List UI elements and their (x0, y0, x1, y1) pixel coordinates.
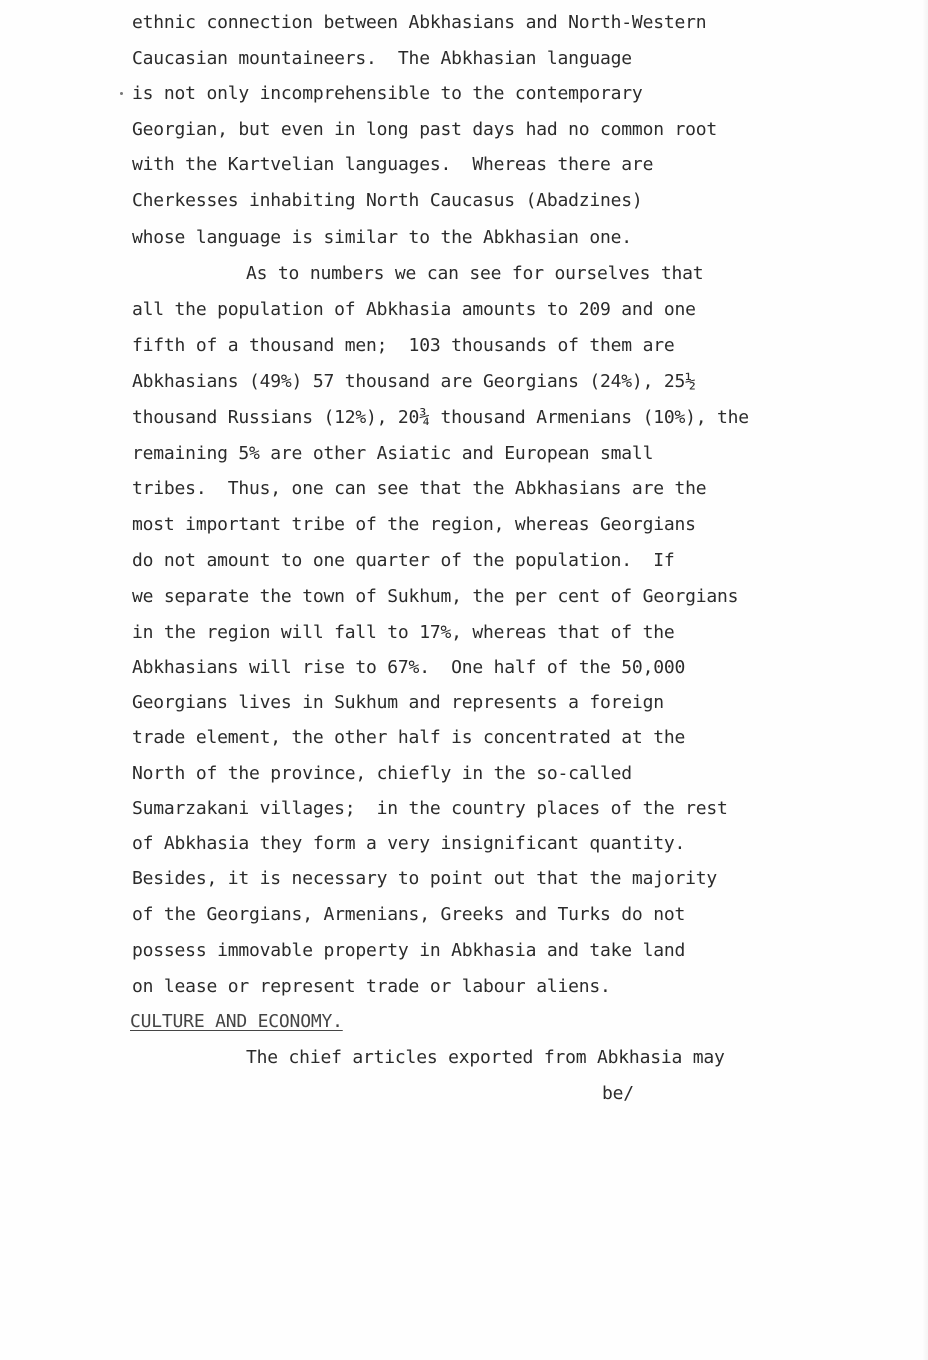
text-line: possess immovable property in Abkhasia and take land (132, 940, 686, 961)
text-line: North of the province, chiefly in the so-called (132, 763, 632, 784)
text-line: ethnic connection between Abkhasians and North-Western (132, 12, 707, 33)
text-line: tribes. Thus, one can see that the Abkhasians are the (132, 478, 707, 499)
paragraph-start-line: As to numbers we can see for ourselves that (246, 263, 704, 284)
text-line: Caucasian mountaineers. The Abkhasian language (132, 48, 632, 69)
text-line: on lease or represent trade or labour aliens. (132, 976, 611, 997)
text-line: thousand Russians (12%), 20¾ thousand Armenians (10%), the (132, 407, 749, 428)
text-line: trade element, the other half is concentrated at the (132, 727, 686, 748)
text-line: of the Georgians, Armenians, Greeks and Turks do not (132, 904, 686, 925)
catchword: be/ (602, 1083, 634, 1104)
text-line: we separate the town of Sukhum, the per cent of Georgians (132, 586, 739, 607)
text-line: whose language is similar to the Abkhasian one. (132, 227, 632, 248)
text-line: in the region will fall to 17%, whereas that of the (132, 622, 675, 643)
text-line: Abkhasians (49%) 57 thousand are Georgians (24%), 25½ (132, 371, 696, 392)
text-line: most important tribe of the region, whereas Georgians (132, 514, 696, 535)
text-line: with the Kartvelian languages. Whereas there are (132, 154, 654, 175)
text-line: all the population of Abkhasia amounts to 209 and one (132, 299, 696, 320)
text-line: of Abkhasia they form a very insignificant quantity. (132, 833, 686, 854)
text-line: Cherkesses inhabiting North Caucasus (Abadzines) (132, 190, 643, 211)
text-line: Besides, it is necessary to point out that the majority (132, 868, 718, 889)
text-line: Abkhasians will rise to 67%. One half of the 50,000 (132, 657, 686, 678)
text-line: fifth of a thousand men; 103 thousands of them are (132, 335, 675, 356)
section-heading: CULTURE AND ECONOMY. (130, 1011, 343, 1032)
text-line: Georgian, but even in long past days had no common root (132, 119, 718, 140)
text-line: do not amount to one quarter of the population. If (132, 550, 675, 571)
margin-mark (120, 92, 123, 95)
text-line: Georgians lives in Sukhum and represents a foreign (132, 692, 664, 713)
text-line: Sumarzakani villages; in the country places of the rest (132, 798, 728, 819)
page-edge (922, 0, 928, 1360)
text-line: is not only incomprehensible to the contemporary (132, 83, 643, 104)
paragraph-start-line: The chief articles exported from Abkhasia may (246, 1047, 725, 1068)
text-line: remaining 5% are other Asiatic and European small (132, 443, 654, 464)
